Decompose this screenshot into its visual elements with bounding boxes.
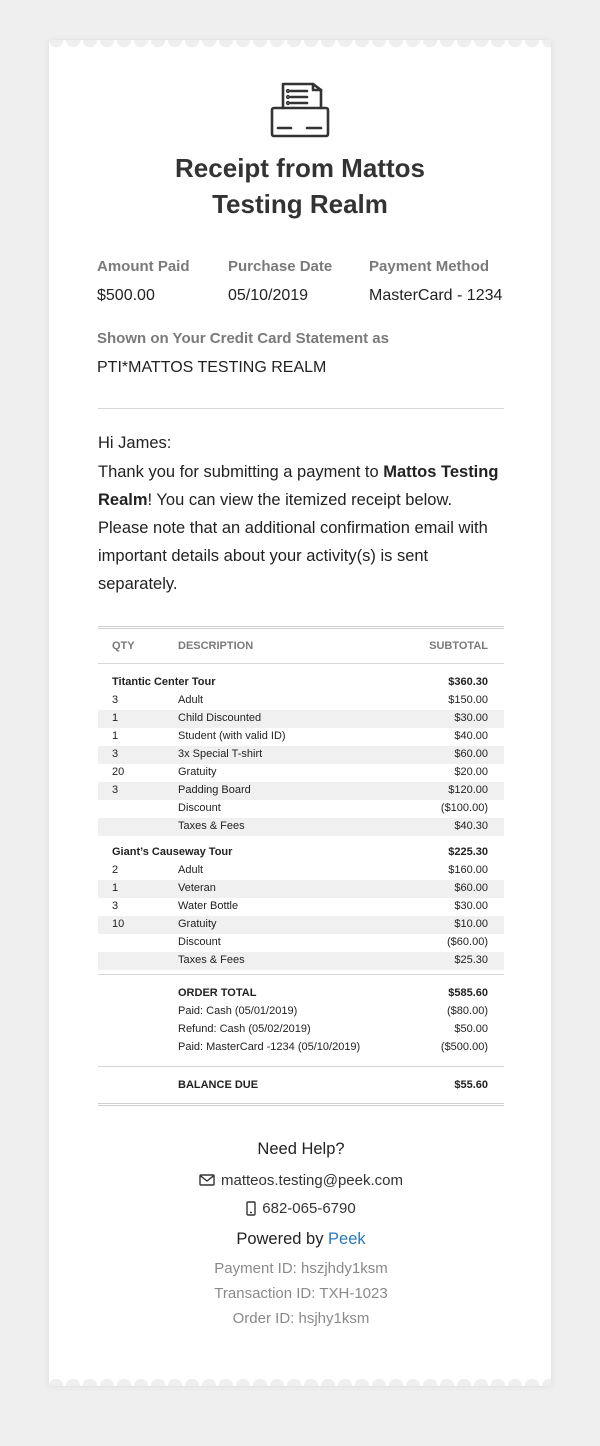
scalloped-edge-top <box>49 40 551 52</box>
table-row: Taxes & Fees $40.30 <box>98 818 504 836</box>
greeting: Hi James: <box>98 434 172 452</box>
group-header: Giant’s Causeway Tour $225.30 <box>112 846 488 858</box>
help-section <box>98 1140 504 1331</box>
table-row: 2 Adult $160.00 <box>112 864 488 876</box>
peek-link[interactable]: Peek <box>328 1230 366 1248</box>
amount-paid-value: $500.00 <box>97 287 155 304</box>
order-id: Order ID: hsjhy1ksm <box>232 1310 370 1327</box>
receipt-printer-icon <box>269 80 331 140</box>
business-name: Mattos Testing Realm <box>98 463 499 509</box>
balance-due-row <box>98 1066 504 1106</box>
phone-line <box>98 1194 504 1222</box>
need-help-title: Need Help? <box>257 1140 345 1158</box>
receipt-paper <box>49 40 551 1386</box>
balance-due-value: $55.60 <box>454 1079 488 1091</box>
payment-method-label: Payment Method <box>369 258 490 275</box>
table-row: 3 Adult $150.00 <box>112 694 488 706</box>
powered-by: Powered by Peek <box>236 1230 366 1248</box>
divider <box>98 408 504 409</box>
table-row: 3 3x Special T-shirt $60.00 <box>98 746 504 764</box>
totals-section <box>98 974 504 1057</box>
payment-row: Paid: Cash (05/01/2019) ($80.00) <box>178 1005 488 1017</box>
payment-row: Paid: MasterCard -1234 (05/10/2019) ($500.00) <box>178 1041 488 1053</box>
table-row: 1 Child Discounted $30.00 <box>98 710 504 728</box>
payment-id: Payment ID: hszjhdy1ksm <box>214 1260 388 1277</box>
payment-row: Refund: Cash (05/02/2019) $50.00 <box>178 1023 488 1035</box>
table-row: 20 Gratuity $20.00 <box>112 766 488 778</box>
balance-due-label: BALANCE DUE <box>178 1079 259 1091</box>
itemized-receipt-table <box>98 626 504 1106</box>
envelope-icon <box>199 1174 215 1186</box>
table-row: 10 Gratuity $10.00 <box>98 916 504 934</box>
purchase-date-label: Purchase Date <box>228 258 333 275</box>
statement-label: Shown on Your Credit Card Statement as <box>97 330 389 347</box>
purchase-date-value: 05/10/2019 <box>228 287 309 304</box>
header-qty: QTY <box>112 640 135 652</box>
header-subtotal: SUBTOTAL <box>429 640 488 652</box>
table-row: 1 Student (with valid ID) $40.00 <box>112 730 488 742</box>
table-row: 3 Padding Board $120.00 <box>98 782 504 800</box>
scalloped-edge-bottom <box>49 1374 551 1386</box>
table-row: 3 Water Bottle $30.00 <box>112 900 488 912</box>
transaction-id: Transaction ID: TXH-1023 <box>214 1285 388 1302</box>
group-header: Titantic Center Tour $360.30 <box>112 676 488 688</box>
thank-you-message: Thank you for submitting a payment to Mattos Testing Realm! You can view the itemized receipt below. Please note that an additional confirmation email with important details about your activity(s) is sent separately. <box>98 463 499 593</box>
amount-paid-label: Amount Paid <box>97 258 190 275</box>
table-row: Taxes & Fees $25.30 <box>98 952 504 970</box>
table-row: Discount ($100.00) <box>178 802 488 814</box>
header-description: DESCRIPTION <box>178 640 254 652</box>
table-row: Discount ($60.00) <box>178 936 488 948</box>
email-line <box>98 1166 504 1194</box>
table-header <box>98 629 504 664</box>
support-email-link[interactable]: matteos.testing@peek.com <box>221 1171 403 1189</box>
receipt-title: Receipt from Mattos Testing Realm <box>175 153 425 219</box>
support-phone-link[interactable]: 682-065-6790 <box>262 1199 356 1217</box>
payment-method-value: MasterCard - 1234 <box>369 287 503 304</box>
order-total-row: ORDER TOTAL $585.60 <box>178 987 488 999</box>
mobile-phone-icon <box>246 1201 256 1216</box>
table-row: 1 Veteran $60.00 <box>98 880 504 898</box>
statement-value: PTI*MATTOS TESTING REALM <box>97 359 327 376</box>
